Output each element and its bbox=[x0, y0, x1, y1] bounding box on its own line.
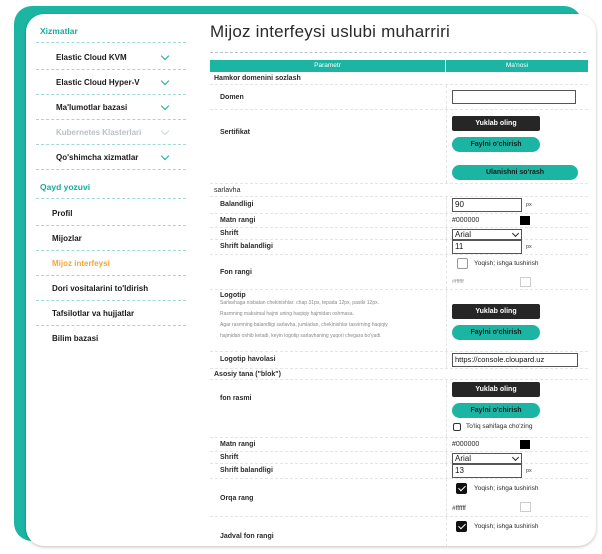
sidebar-item-label: Mijozlar bbox=[52, 234, 82, 243]
section-heading-row bbox=[210, 369, 588, 380]
header-text-color-label: Matn rangi bbox=[220, 217, 256, 224]
color-swatch[interactable] bbox=[520, 277, 531, 287]
section-heading-body: Asosiy tana ("blok") bbox=[214, 371, 281, 378]
style-editor-table bbox=[210, 60, 588, 546]
table-row bbox=[210, 464, 588, 479]
sidebar-section-account: Qayd yozuvi bbox=[36, 180, 186, 199]
header-bg-enable-label: Yoqish; ishga tushirish bbox=[474, 260, 539, 267]
table-row bbox=[210, 85, 588, 110]
logo-link-input[interactable]: https://console.cloupard.uz bbox=[452, 353, 578, 367]
header-bg-enable-checkbox[interactable] bbox=[457, 258, 468, 269]
body-bg-image-label: fon rasmi bbox=[220, 395, 252, 402]
main-card bbox=[26, 14, 596, 546]
chevron-down-icon bbox=[161, 52, 169, 60]
sidebar-item-label: Kubernetes Klasterlari bbox=[56, 128, 142, 137]
page-title: Mijoz interfeysi uslubi muharriri bbox=[210, 22, 450, 41]
body-bg-color-label: Orqa rang bbox=[220, 495, 254, 502]
body-download-button[interactable]: Yuklab oling bbox=[452, 382, 540, 397]
table-bg-color-label: Jadval fon rangi bbox=[220, 533, 274, 540]
chevron-down-icon bbox=[161, 102, 169, 110]
header-font-height-label: Shrift balandligi bbox=[220, 243, 273, 250]
table-row bbox=[210, 197, 588, 214]
body-font-select[interactable] bbox=[452, 453, 522, 464]
color-swatch[interactable] bbox=[520, 440, 530, 449]
header-bg-color-value: #ffffff bbox=[452, 279, 464, 285]
header-font-height-input[interactable]: 11 bbox=[452, 240, 522, 254]
request-connection-button[interactable]: Ulanishni so'rash bbox=[452, 165, 578, 180]
sidebar-item-label: Mijoz interfeysi bbox=[52, 259, 110, 268]
certificate-delete-button[interactable]: Faylni o'chirish bbox=[452, 137, 540, 152]
table-row bbox=[210, 438, 588, 452]
table-row bbox=[210, 380, 588, 438]
table-row bbox=[210, 255, 588, 290]
sidebar-item-label: Profil bbox=[52, 209, 73, 218]
body-font-height-label: Shrift balandligi bbox=[220, 467, 273, 474]
header-height-input[interactable]: 90 bbox=[452, 198, 522, 212]
body-font-value: Arial bbox=[455, 454, 472, 463]
header-font-value: Arial bbox=[455, 230, 472, 239]
table-bg-enable-checkbox[interactable] bbox=[456, 521, 467, 532]
certificate-label: Sertifikat bbox=[220, 129, 250, 136]
chevron-down-icon bbox=[512, 454, 519, 461]
sidebar-item-databases[interactable] bbox=[36, 95, 186, 120]
body-bg-color-value: #ffffff bbox=[452, 505, 466, 512]
table-row bbox=[210, 228, 588, 240]
sidebar-item-clients[interactable] bbox=[36, 226, 186, 251]
unit-label: px bbox=[526, 468, 532, 474]
stretch-label: To'liq sahifaga cho'zing bbox=[466, 423, 533, 430]
section-heading-row bbox=[210, 72, 588, 85]
sidebar-item-label: Dori vositalarini to'ldirish bbox=[52, 284, 149, 293]
logo-link-label: Logotip havolasi bbox=[220, 356, 276, 363]
logo-desc-line: Rasmning maksimal hajmi uning haqiqiy hajmidan oshmasa. bbox=[220, 311, 354, 317]
column-header-parameter: Parametr bbox=[210, 60, 446, 72]
column-header-meaning: Ma'nosi bbox=[505, 62, 529, 69]
color-swatch[interactable] bbox=[520, 502, 531, 512]
table-row bbox=[210, 452, 588, 464]
chevron-down-icon bbox=[161, 77, 169, 85]
logo-download-button[interactable]: Yuklab oling bbox=[452, 304, 540, 319]
body-font-height-input[interactable]: 13 bbox=[452, 464, 522, 478]
table-row bbox=[210, 214, 588, 228]
sidebar-item-topup[interactable] bbox=[36, 276, 186, 301]
unit-label: px bbox=[526, 202, 532, 208]
logo-description bbox=[220, 298, 388, 342]
header-text-color-value: #000000 bbox=[452, 217, 480, 224]
domain-input[interactable] bbox=[452, 90, 576, 104]
chevron-down-icon bbox=[161, 152, 169, 160]
logo-desc-line: Sarlavhaga nisbatan chekinishlar: chap 31px, tepada 12px, pastki 12px. bbox=[220, 300, 379, 306]
table-row bbox=[210, 240, 588, 255]
logo-desc-line: Agar rasmning balandligi sarlavha, jumladan, chekinishlar tasvirning haqiqiy bbox=[220, 322, 388, 328]
body-font-label: Shrift bbox=[220, 454, 239, 461]
sidebar-item-extra-services[interactable] bbox=[36, 145, 186, 170]
sidebar-item-documents[interactable] bbox=[36, 301, 186, 326]
sidebar-item-label: Ma'lumotlar bazasi bbox=[56, 103, 128, 112]
chevron-down-icon bbox=[512, 230, 519, 237]
table-row bbox=[210, 479, 588, 517]
body-bg-enable-label: Yoqish; ishga tushirish bbox=[474, 485, 539, 492]
certificate-download-button[interactable]: Yuklab oling bbox=[452, 116, 540, 131]
sidebar-item-elastic-kvm[interactable] bbox=[36, 45, 186, 70]
sidebar-item-elastic-hyperv[interactable] bbox=[36, 70, 186, 95]
domain-label: Domen bbox=[220, 94, 244, 101]
logo-delete-button[interactable]: Faylni o'chirish bbox=[452, 325, 540, 340]
header-font-select[interactable] bbox=[452, 229, 522, 240]
stretch-checkbox[interactable] bbox=[453, 423, 461, 431]
table-row bbox=[210, 517, 588, 546]
sidebar-item-label: Tafsilotlar va hujjatlar bbox=[52, 309, 135, 318]
unit-label: px bbox=[526, 244, 532, 250]
logo-label: Logotip bbox=[220, 292, 246, 299]
body-text-color-value: #000000 bbox=[452, 441, 480, 448]
table-row bbox=[210, 290, 588, 352]
logo-desc-line: hajmidan oshib ketadi, keyin logotip sarlavhaning yuqori chegara bo'yadi. bbox=[220, 333, 382, 339]
sidebar-item-client-interface[interactable] bbox=[36, 251, 186, 276]
sidebar-item-label: Bilim bazasi bbox=[52, 334, 99, 343]
sidebar-item-kubernetes bbox=[36, 120, 186, 145]
section-heading-row bbox=[210, 184, 588, 197]
header-height-label: Balandligi bbox=[220, 201, 254, 208]
section-heading-partner: Hamkor domenini sozlash bbox=[214, 75, 301, 82]
sidebar-item-label: Elastic Cloud KVM bbox=[56, 53, 127, 62]
sidebar bbox=[36, 24, 186, 351]
table-row bbox=[210, 352, 588, 369]
sidebar-item-knowledge-base[interactable] bbox=[36, 326, 186, 351]
table-row bbox=[210, 110, 588, 184]
title-divider bbox=[210, 52, 586, 53]
body-text-color-label: Matn rangi bbox=[220, 441, 256, 448]
table-header bbox=[210, 60, 588, 72]
section-heading-header: sarlavha bbox=[214, 187, 241, 194]
sidebar-section-services: Xizmatlar bbox=[36, 24, 186, 43]
body-delete-button[interactable]: Faylni o'chirish bbox=[452, 403, 540, 418]
color-swatch[interactable] bbox=[520, 216, 530, 225]
header-bg-color-label: Fon rangi bbox=[220, 269, 252, 276]
sidebar-item-label: Qo'shimcha xizmatlar bbox=[56, 153, 139, 162]
header-font-label: Shrift bbox=[220, 230, 239, 237]
sidebar-item-profile[interactable] bbox=[36, 201, 186, 226]
table-bg-enable-label: Yoqish; ishga tushirish bbox=[474, 523, 539, 530]
body-bg-enable-checkbox[interactable] bbox=[456, 483, 467, 494]
sidebar-item-label: Elastic Cloud Hyper-V bbox=[56, 78, 140, 87]
chevron-down-icon bbox=[161, 127, 169, 135]
